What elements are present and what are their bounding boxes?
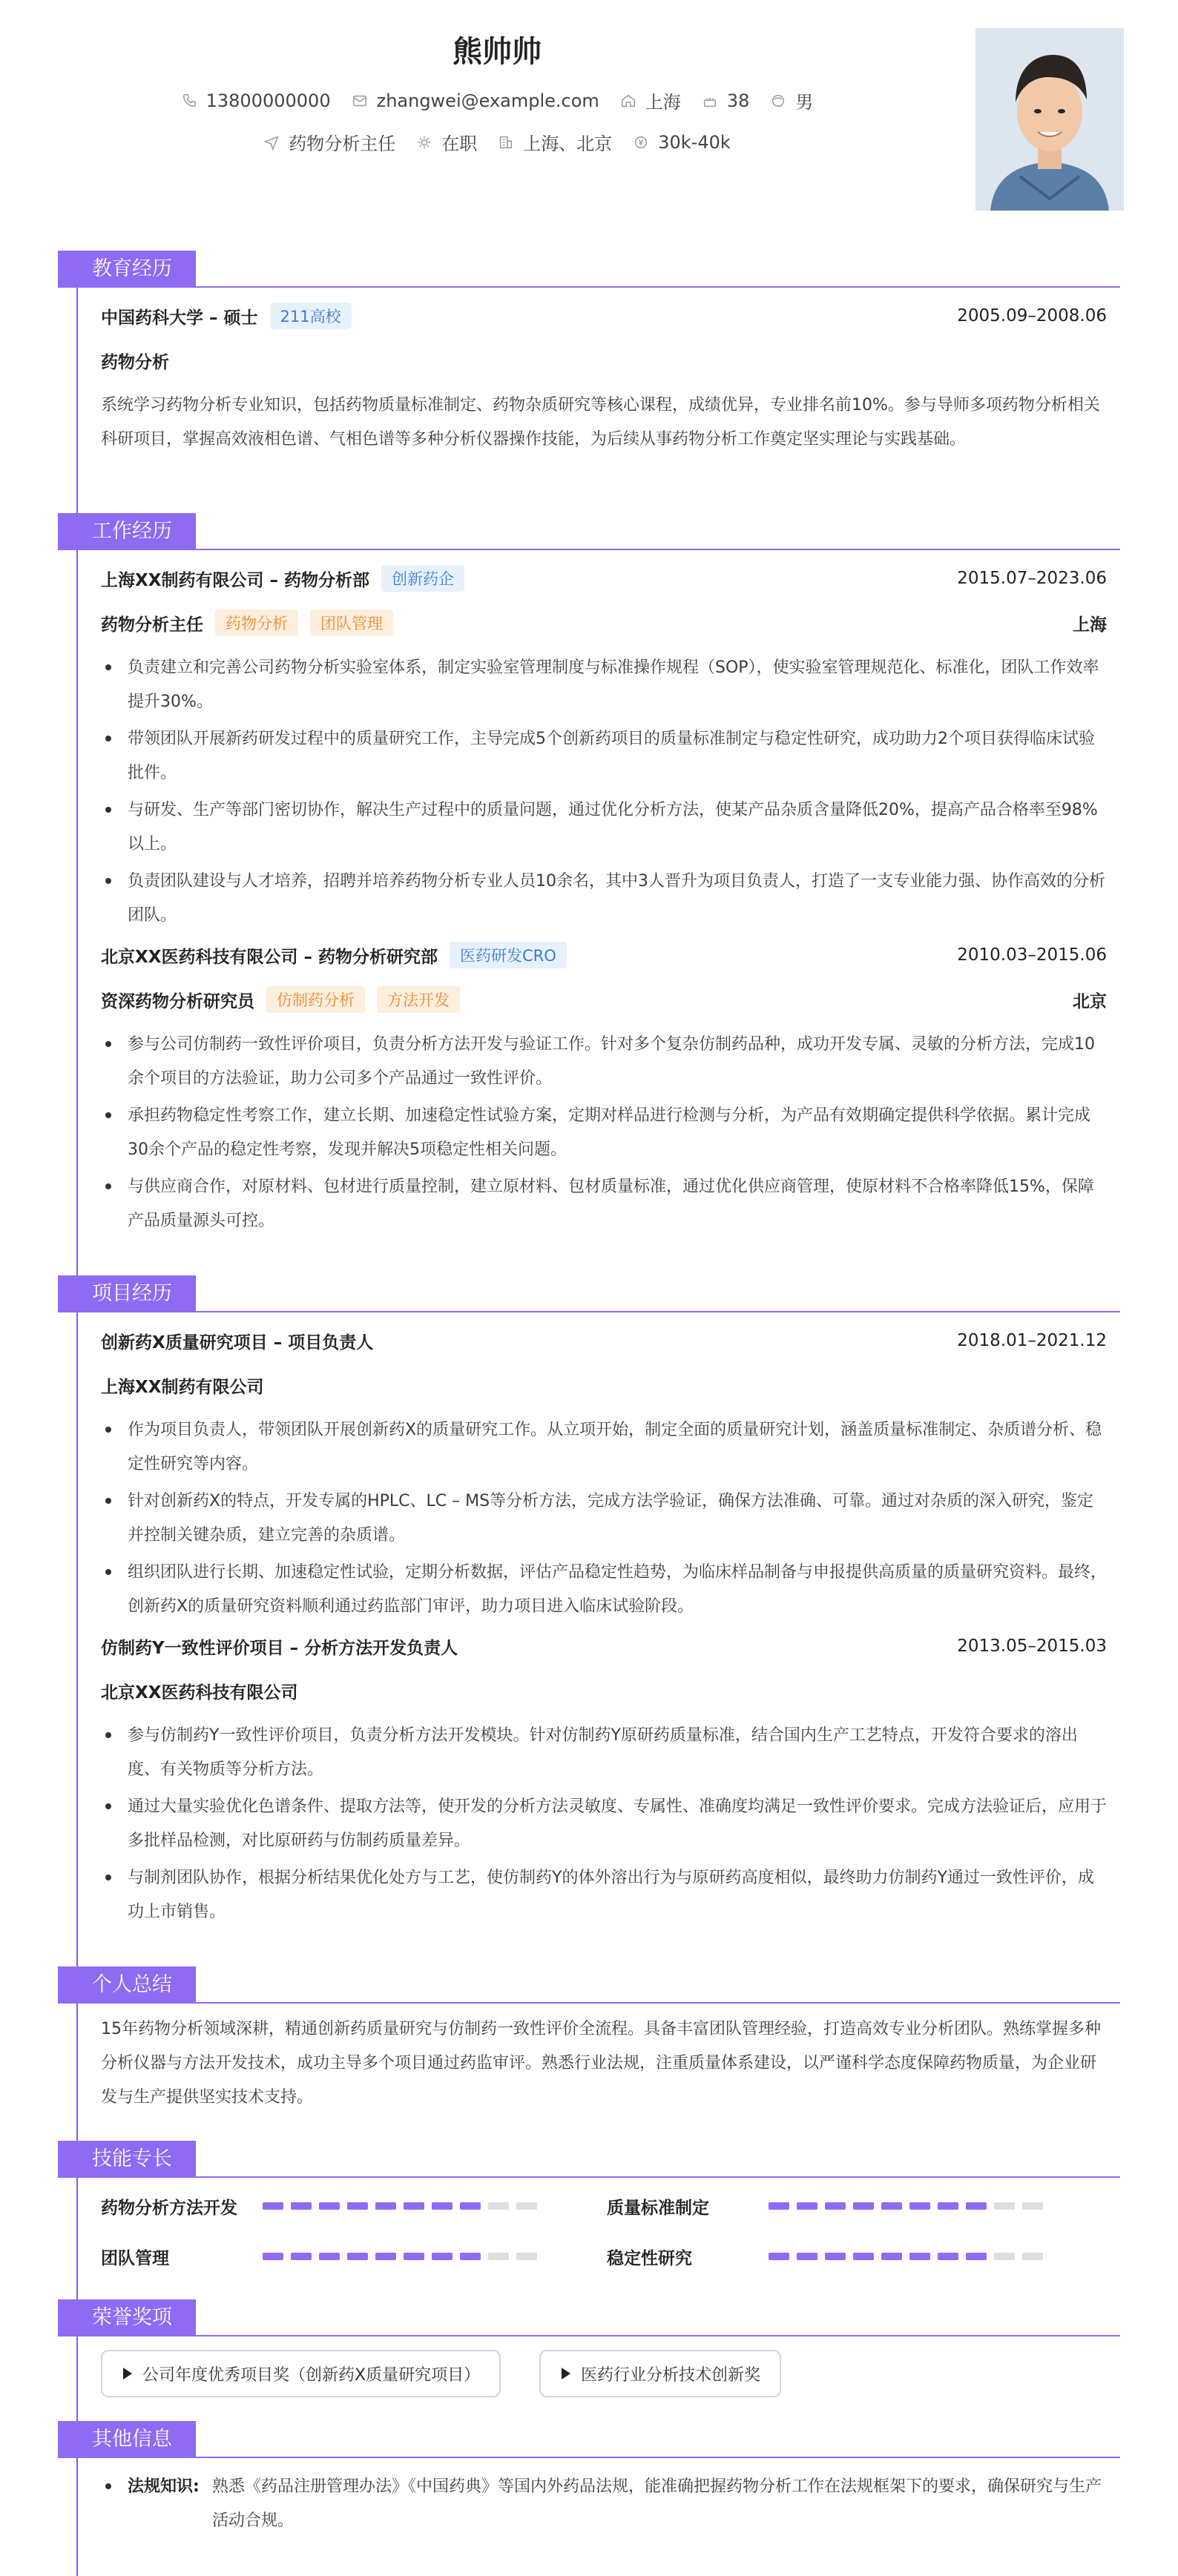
skill-segment bbox=[881, 2202, 902, 2210]
role-tag: 药物分析 bbox=[215, 610, 298, 636]
skill-segment bbox=[909, 2253, 930, 2260]
section-title: 教育经历 bbox=[58, 251, 196, 288]
skill-segment bbox=[460, 2253, 481, 2260]
position-info bbox=[263, 129, 395, 155]
job-company-row bbox=[101, 564, 1107, 593]
job-intent-row bbox=[0, 129, 994, 155]
skill-segment bbox=[938, 2253, 958, 2260]
project-row bbox=[101, 1326, 1107, 1355]
skill-segment bbox=[769, 2202, 789, 2210]
section-title: 荣誉奖项 bbox=[58, 2299, 196, 2336]
play-icon bbox=[123, 2368, 132, 2380]
phone-info bbox=[181, 90, 331, 111]
education-row bbox=[101, 301, 1107, 331]
skill-name: 质量标准制定 bbox=[607, 2198, 709, 2218]
section-title: 其他信息 bbox=[58, 2421, 196, 2458]
skill-segment bbox=[432, 2202, 453, 2210]
award-item bbox=[539, 2350, 781, 2397]
skill-segment bbox=[825, 2253, 846, 2260]
resume-header bbox=[0, 0, 1178, 245]
major: 药物分析 bbox=[101, 352, 169, 372]
job-bullet: 负责建立和完善公司药物分析实验室体系，制定实验室管理制度与标准操作规程（SOP），使实验室管理规范化、标准化，团队工作效率提升30%。 bbox=[101, 651, 1107, 719]
job-company-row bbox=[101, 940, 1107, 970]
company-tag: 创新药企 bbox=[381, 565, 464, 592]
avatar bbox=[975, 28, 1124, 211]
honors-body bbox=[101, 2350, 1107, 2402]
age-info bbox=[702, 90, 750, 111]
job-date: 2015.07–2023.06 bbox=[957, 569, 1107, 588]
project-bullet: 参与仿制药Y一致性评价项目，负责分析方法开发模块。针对仿制药Y原研药质量标准，结合国内生产工艺特点，开发符合要求的溶出度、有关物质等分析方法。 bbox=[101, 1719, 1107, 1787]
project-date: 2018.01–2021.12 bbox=[957, 1331, 1107, 1350]
skill-segment bbox=[375, 2253, 396, 2260]
skill-segment bbox=[769, 2253, 789, 2260]
school-tag: 211高校 bbox=[270, 303, 352, 329]
skill-segment bbox=[404, 2202, 424, 2210]
honors-header bbox=[58, 2299, 1120, 2336]
major-row bbox=[101, 346, 1107, 375]
job-role: 药物分析主任 bbox=[101, 615, 203, 635]
target-city-info bbox=[498, 129, 612, 155]
skill-segment bbox=[460, 2202, 481, 2210]
email-text: zhangwei@example.com bbox=[376, 90, 599, 111]
skill-segment bbox=[291, 2253, 312, 2260]
job-bullet: 参与公司仿制药一致性评价项目，负责分析方法开发与验证工作。针对多个复杂仿制药品种，成功开发专属、灵敏的分析方法，完成10余个项目的方法验证，助力公司多个产品通过一致性评价。 bbox=[101, 1028, 1107, 1096]
project-bullet: 针对创新药X的特点，开发专属的HPLC、LC – MS等分析方法，完成方法学验证，确保方法准确、可靠。通过对杂质的深入研究，鉴定并控制关键杂质，建立完善的杂质谱。 bbox=[101, 1484, 1107, 1553]
skill-segment bbox=[853, 2202, 874, 2210]
skill-segment bbox=[263, 2253, 283, 2260]
city-info bbox=[620, 87, 681, 113]
summary-text: 15年药物分析领域深耕，精通创新药质量研究与仿制药一致性评价全流程。具备丰富团队管理经验，打造高效专业分析团队。熟练掌握多种分析仪器与方法开发技术，成功主导多个项目通过药监审评。熟悉行业法规，注重质量体系建设，以严谨科学态度保障药物质量，为企业研发与生产提供坚实技术支持。 bbox=[101, 2020, 1101, 2107]
project-bullet: 作为项目负责人，带领团队开展创新药X的质量研究工作。从立项开始，制定全面的质量研究计划，涵盖质量标准制定、杂质谱分析、稳定性研究等内容。 bbox=[101, 1413, 1107, 1482]
honors-section bbox=[58, 2299, 1120, 2418]
project-bullet: 与制剂团队协作，根据分析结果优化处方与工艺，使仿制药Y的体外溶出行为与原研药高度相似，最终助力仿制药Y通过一致性评价，成功上市销售。 bbox=[101, 1861, 1107, 1929]
school-name: 中国药科大学 – 硕士 bbox=[101, 308, 258, 328]
other-text: 熟悉《药品注册管理办法》《中国药典》等国内外药品法规，能准确把握药物分析工作在法规框架下的要求，确保研究与生产活动合规。 bbox=[212, 2477, 1102, 2530]
project-company-row bbox=[101, 1676, 1107, 1705]
status-icon bbox=[416, 134, 432, 151]
skills-header bbox=[58, 2141, 1120, 2178]
email-info bbox=[352, 90, 599, 111]
company-name: 上海XX制药有限公司 – 药物分析部 bbox=[101, 570, 369, 590]
skill-segment bbox=[825, 2202, 846, 2210]
skill-segment bbox=[909, 2202, 930, 2210]
project-company-row bbox=[101, 1370, 1107, 1400]
education-date: 2005.09–2008.06 bbox=[957, 306, 1107, 326]
skill-name: 团队管理 bbox=[101, 2248, 169, 2268]
other-item bbox=[101, 2470, 1107, 2538]
mail-icon bbox=[352, 93, 368, 109]
other-header bbox=[58, 2421, 1120, 2458]
salary-icon bbox=[633, 134, 649, 151]
projects-section bbox=[58, 1275, 1120, 1943]
skill-segment bbox=[488, 2202, 509, 2210]
section-divider bbox=[196, 2335, 1120, 2336]
section-title: 个人总结 bbox=[58, 1966, 196, 2004]
role-tag: 方法开发 bbox=[377, 986, 460, 1013]
skill-segment bbox=[938, 2202, 958, 2210]
skill-segment bbox=[347, 2202, 368, 2210]
project-company: 北京XX医药科技有限公司 bbox=[101, 1682, 298, 1703]
salary-info bbox=[633, 132, 731, 153]
skill-segment bbox=[881, 2253, 902, 2260]
summary-header bbox=[58, 1966, 1120, 2004]
skill-segment bbox=[263, 2202, 283, 2210]
skill-segment bbox=[291, 2202, 312, 2210]
company-name: 北京XX医药科技有限公司 – 药物分析研究部 bbox=[101, 947, 438, 967]
skill-segment bbox=[994, 2202, 1015, 2210]
other-label: 法规知识: bbox=[128, 2477, 200, 2496]
skill-segment bbox=[516, 2253, 537, 2260]
age-text: 38 bbox=[726, 90, 750, 111]
skill-name: 药物分析方法开发 bbox=[101, 2198, 237, 2218]
summary-section bbox=[58, 1966, 1120, 2144]
city-text: 上海 bbox=[645, 92, 681, 113]
salary-text: 30k-40k bbox=[658, 131, 731, 153]
skill-item bbox=[607, 2242, 1043, 2271]
skill-segment bbox=[404, 2253, 424, 2260]
play-icon bbox=[562, 2368, 570, 2380]
section-divider bbox=[196, 1311, 1120, 1312]
project-company: 上海XX制药有限公司 bbox=[101, 1377, 264, 1397]
other-section bbox=[58, 2421, 1120, 2569]
gender-icon bbox=[770, 93, 786, 109]
age-icon bbox=[702, 93, 718, 109]
skill-level-bar bbox=[769, 2202, 1043, 2210]
gender-info bbox=[770, 87, 813, 113]
skill-level-bar bbox=[769, 2253, 1043, 2260]
award-text: 公司年度优秀项目奖（创新药X质量研究项目） bbox=[142, 2365, 481, 2385]
skill-item bbox=[607, 2191, 1043, 2221]
skills-body bbox=[101, 2191, 1107, 2280]
job-location: 上海 bbox=[1073, 615, 1107, 635]
role-tag: 仿制药分析 bbox=[266, 986, 365, 1013]
skill-segment bbox=[1022, 2202, 1043, 2210]
section-divider bbox=[196, 549, 1120, 550]
work-section bbox=[58, 513, 1120, 1255]
job-bullet: 与研发、生产等部门密切协作，解决生产过程中的质量问题，通过优化分析方法，使某产品杂质含量降低20%，提高产品合格率至98%以上。 bbox=[101, 793, 1107, 862]
candidate-name: 熊帅帅 bbox=[453, 35, 542, 69]
job-bullet: 与供应商合作，对原材料、包材进行质量控制，建立原材料、包材质量标准，通过优化供应商管理，使原材料不合格率降低15%，保障产品质量源头可控。 bbox=[101, 1170, 1107, 1238]
send-icon bbox=[263, 134, 280, 151]
role-tag: 团队管理 bbox=[310, 610, 393, 636]
section-title: 项目经历 bbox=[58, 1275, 196, 1312]
project-name: 创新药X质量研究项目 – 项目负责人 bbox=[101, 1332, 374, 1353]
job-bullet: 负责团队建设与人才培养，招聘并培养药物分析专业人员10余名，其中3人晋升为项目负责人，打造了一支专业能力强、协作高效的分析团队。 bbox=[101, 865, 1107, 933]
gender-text: 男 bbox=[795, 92, 814, 113]
project-name: 仿制药Y一致性评价项目 – 分析方法开发负责人 bbox=[101, 1638, 458, 1658]
company-tag: 医药研发CRO bbox=[450, 942, 567, 968]
job-role: 资深药物分析研究员 bbox=[101, 991, 254, 1011]
job-bullet: 承担药物稳定性考察工作，建立长期、加速稳定性试验方案，定期对样品进行检测与分析，为产品有效期确定提供科学依据。累计完成30余个产品的稳定性考察，发现并解决5项稳定性相关问题。 bbox=[101, 1099, 1107, 1167]
skill-segment bbox=[375, 2202, 396, 2210]
project-row bbox=[101, 1631, 1107, 1661]
project-bullet: 通过大量实验优化色谱条件、提取方法等，使开发的分析方法灵敏度、专属性、准确度均满足一致性评价要求。完成方法验证后，应用于多批样品检测，对比原研药与仿制药质量差异。 bbox=[101, 1790, 1107, 1858]
education-description: 系统学习药物分析专业知识，包括药物质量标准制定、药物杂质研究等核心课程，成绩优异，专业排名前10%。参与导师多项药物分析相关科研项目，掌握高效液相色谱、气相色谱等多种分析仪器操作技能，为后续从事药物分析工作奠定坚实理论与实践基础。 bbox=[101, 396, 1100, 449]
skill-segment bbox=[1022, 2253, 1043, 2260]
section-divider bbox=[196, 2176, 1120, 2178]
skill-item bbox=[101, 2191, 537, 2221]
job-bullet: 带领团队开展新药研发过程中的质量研究工作，主导完成5个创新药项目的质量标准制定与稳定性研究，成功助力2个项目获得临床试验批件。 bbox=[101, 722, 1107, 790]
position-text: 药物分析主任 bbox=[289, 133, 396, 154]
skill-level-bar bbox=[263, 2202, 537, 2210]
skill-segment bbox=[797, 2202, 817, 2210]
education-section bbox=[58, 251, 1120, 495]
skill-segment bbox=[966, 2253, 987, 2260]
section-divider bbox=[196, 2457, 1120, 2458]
skill-item bbox=[101, 2242, 537, 2271]
home-icon bbox=[620, 93, 636, 109]
skill-segment bbox=[319, 2253, 340, 2260]
section-title: 工作经历 bbox=[58, 513, 196, 550]
status-text: 在职 bbox=[441, 133, 478, 154]
skill-level-bar bbox=[263, 2253, 537, 2260]
work-header bbox=[58, 513, 1120, 550]
award-text: 医药行业分析技术创新奖 bbox=[581, 2365, 761, 2385]
job-location: 北京 bbox=[1073, 991, 1107, 1011]
job-date: 2010.03–2015.06 bbox=[957, 945, 1107, 965]
skill-segment bbox=[432, 2253, 453, 2260]
skill-segment bbox=[853, 2253, 874, 2260]
skill-segment bbox=[966, 2202, 987, 2210]
education-header bbox=[58, 251, 1120, 288]
skill-segment bbox=[516, 2202, 537, 2210]
skill-name: 稳定性研究 bbox=[607, 2248, 692, 2268]
projects-header bbox=[58, 1275, 1120, 1312]
skill-segment bbox=[347, 2253, 368, 2260]
project-date: 2013.05–2015.03 bbox=[957, 1637, 1107, 1656]
section-divider bbox=[196, 2002, 1120, 2004]
job-role-row bbox=[101, 608, 1107, 638]
status-info bbox=[416, 129, 477, 155]
contact-row bbox=[0, 87, 994, 113]
job-role-row bbox=[101, 985, 1107, 1014]
award-item bbox=[101, 2350, 501, 2397]
section-divider bbox=[196, 286, 1120, 288]
phone-icon bbox=[181, 93, 197, 109]
skills-section bbox=[58, 2141, 1120, 2289]
target-city-text: 上海、北京 bbox=[523, 133, 613, 154]
skill-segment bbox=[797, 2253, 817, 2260]
skill-segment bbox=[488, 2253, 509, 2260]
section-title: 技能专长 bbox=[58, 2141, 196, 2178]
phone-text: 13800000000 bbox=[205, 90, 331, 111]
skill-segment bbox=[319, 2202, 340, 2210]
project-bullet: 组织团队进行长期、加速稳定性试验，定期分析数据，评估产品稳定性趋势，为临床样品制备与申报提供高质量的质量研究资料。最终，创新药X的质量研究资料顺利通过药监部门审评，助力项目进入临床试验阶段。 bbox=[101, 1556, 1107, 1624]
building-icon bbox=[498, 134, 514, 151]
skill-segment bbox=[994, 2253, 1015, 2260]
